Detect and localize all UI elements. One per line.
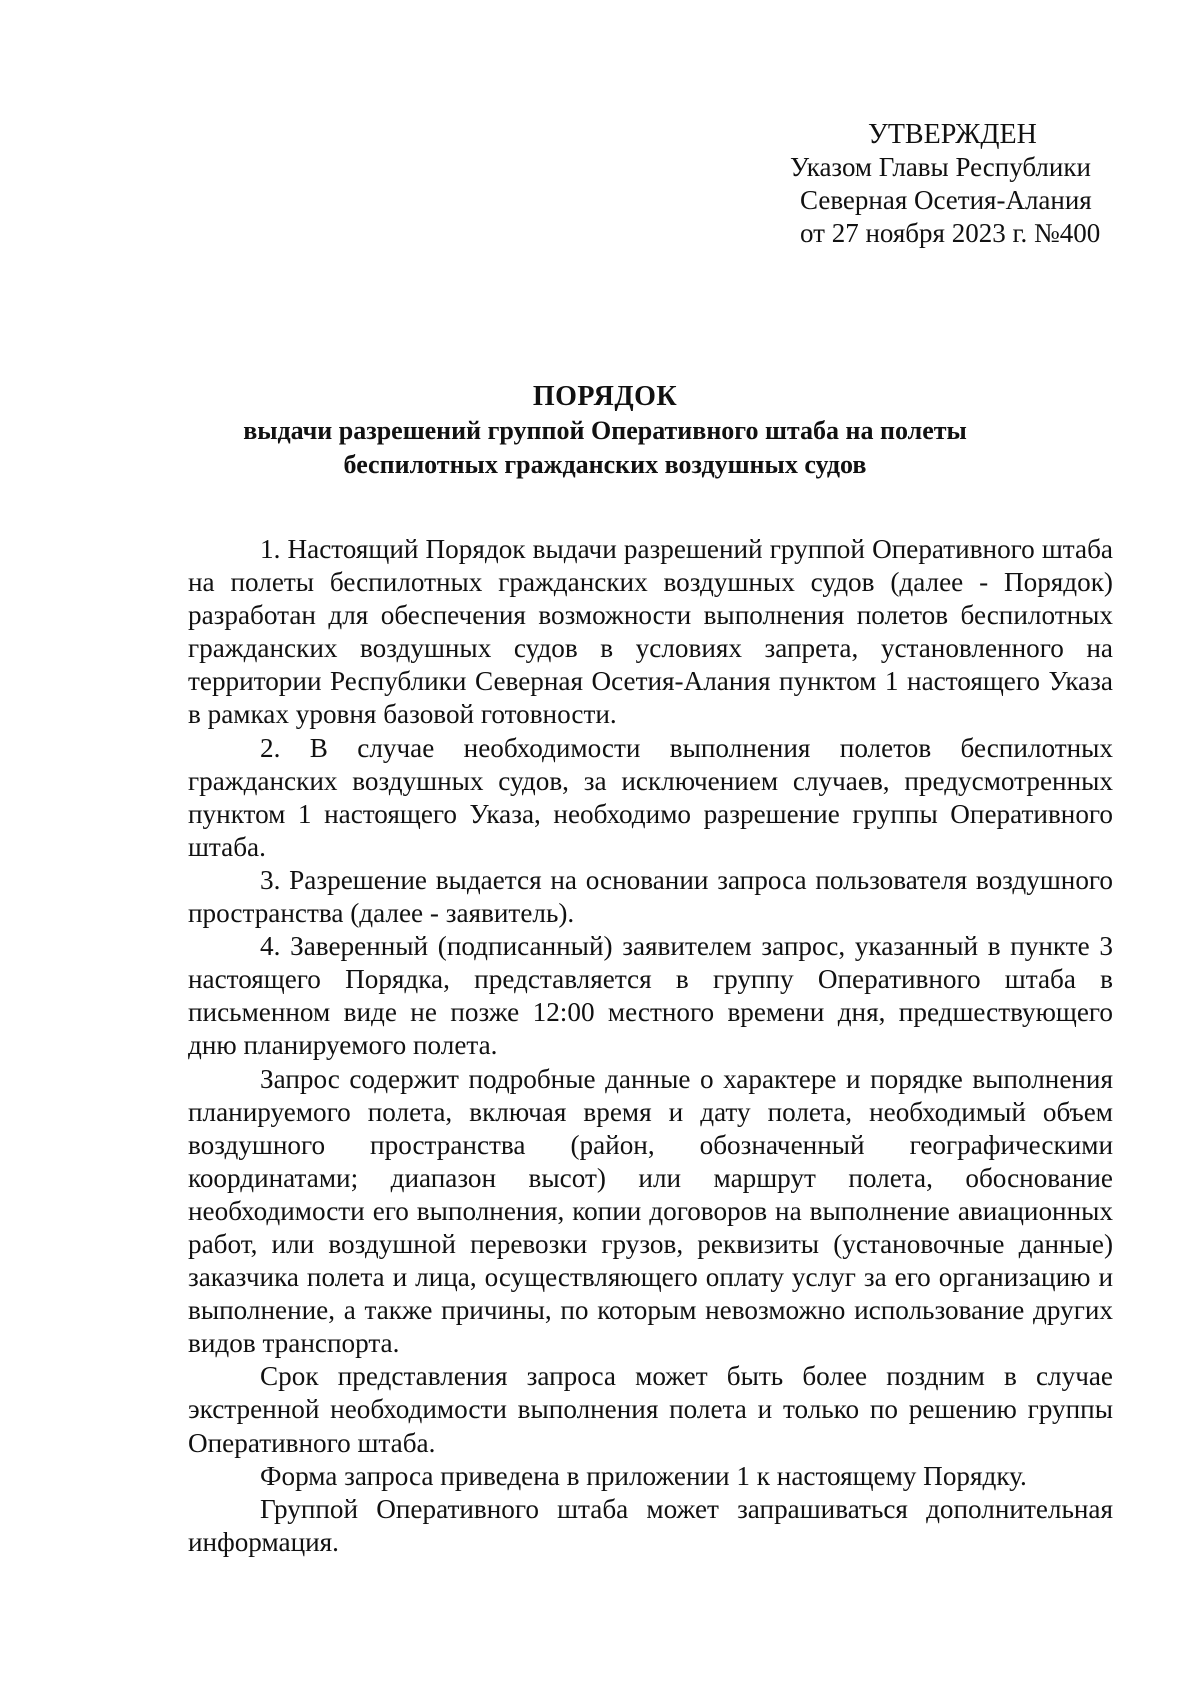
approval-date-number: от 27 ноября 2023 г. №400: [800, 218, 1101, 248]
document-title: ПОРЯДОК: [532, 381, 678, 412]
paragraph-4: 4. Заверенный (подписанный) заявителем запрос, указанный в пункте 3 настоящего Порядка, представляется в группу Оперативного штаба в письменном виде не позже 12:00 местного времени дня, предшествующего дню планируемого полета.: [188, 931, 1113, 1061]
approval-issuer: Указом Главы Республики: [790, 152, 1091, 182]
approval-heading: УТВЕРЖДЕН: [868, 119, 1037, 150]
paragraph-deadline: Срок представления запроса может быть более поздним в случае экстренной необходимости выполнения полета и только по решению группы Оперативного штаба.: [188, 1361, 1113, 1458]
document-body: [188, 533, 1113, 1559]
paragraph-2: 2. В случае необходимости выполнения полетов беспилотных гражданских воздушных судов, за исключением случаев, предусмотренных пунктом 1 настоящего Указа, необходимо разрешение группы Оперативного штаба.: [188, 732, 1113, 862]
paragraph-form-reference: Форма запроса приведена в приложении 1 к настоящему Порядку.: [260, 1460, 1027, 1491]
document-subtitle-line-2: беспилотных гражданских воздушных судов: [343, 450, 867, 479]
document-subtitle-line-1: выдачи разрешений группой Оперативного штаба на полеты: [243, 416, 967, 445]
paragraph-1: 1. Настоящий Порядок выдачи разрешений группой Оперативного штаба на полеты беспилотных гражданских воздушных судов (далее - Порядок) разработан для обеспечения возможности выполнения полетов беспилотных гражданских воздушных судов в условиях запрета, установленного на территории Республики Северная Осетия-Алания пунктом 1 настоящего Указа в рамках уровня базовой готовности.: [188, 534, 1113, 730]
paragraph-3: 3. Разрешение выдается на основании запроса пользователя воздушного пространства (далее - заявитель).: [188, 864, 1113, 929]
paragraph-additional-info: Группой Оперативного штаба может запрашиваться дополнительная информация.: [188, 1493, 1113, 1557]
approval-region: Северная Осетия-Алания: [800, 185, 1092, 215]
document-title-block: [180, 380, 1030, 482]
approval-stamp-block: [790, 118, 1110, 250]
paragraph-request-contents: Запрос содержит подробные данные о характере и порядке выполнения планируемого полета, включая время и дату полета, необходимый объем воздушного пространства (район, обозначенный географическими координатами; диапазон высот) или маршрут полета, обоснование необходимости его выполнения, копии договоров на выполнение авиационных работ, или воздушной перевозки грузов, реквизиты (установочные данные) заказчика полета и лица, осуществляющего оплату услуг за его организацию и выполнение, а также причины, по которым невозможно использование других видов транспорта.: [188, 1063, 1113, 1359]
